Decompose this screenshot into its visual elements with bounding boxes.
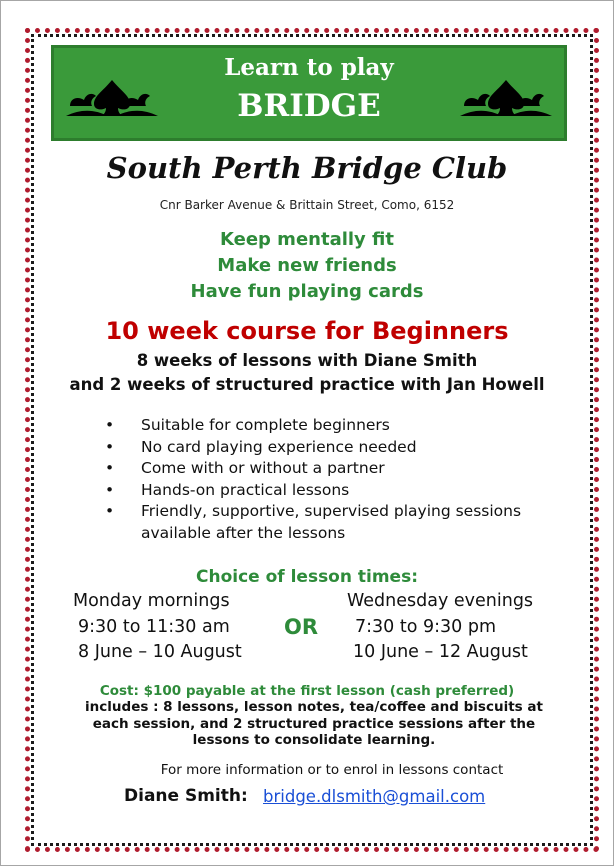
bullet-icon: • xyxy=(105,437,115,456)
bullet-icon: • xyxy=(105,502,115,520)
swan-spade-icon xyxy=(456,76,556,120)
tagline: Keep mentally fit xyxy=(219,229,394,250)
club-name: South Perth Bridge Club xyxy=(106,151,508,185)
bullet-icon: • xyxy=(105,480,115,499)
wednesday-time: 7:30 to 9:30 pm xyxy=(355,617,497,637)
monday-dates: 8 June – 10 August xyxy=(78,642,242,662)
list-item: • Hands-on practical lessons xyxy=(105,480,565,502)
cost-line: Cost: $100 payable at the first lesson (cash preferred) xyxy=(99,683,515,699)
bullet-icon: • xyxy=(105,416,115,434)
club-address: Cnr Barker Avenue & Brittain Street, Como, 6152 xyxy=(159,198,455,212)
course-detail: and 2 weeks of structured practice with Jan Howell xyxy=(69,375,545,394)
monday-time: 9:30 to 11:30 am xyxy=(78,617,230,637)
or-separator: OR xyxy=(284,615,319,639)
contact-name: Diane Smith: xyxy=(124,786,248,806)
banner-subtitle: Learn to play xyxy=(224,54,394,81)
list-item: • No card playing experience needed xyxy=(105,437,565,459)
course-detail: 8 weeks of lessons with Diane Smith xyxy=(136,351,478,370)
contact-intro: For more information or to enrol in lessons contact xyxy=(160,762,504,778)
wednesday-day: Wednesday evenings xyxy=(347,591,534,611)
monday-day: Monday mornings xyxy=(73,591,230,611)
wednesday-dates: 10 June – 12 August xyxy=(353,642,528,662)
course-title: 10 week course for Beginners xyxy=(105,317,509,345)
bullet-icon: • xyxy=(105,459,115,477)
title-banner xyxy=(51,45,567,141)
list-item: • Come with or without a partner xyxy=(105,458,565,480)
tagline: Have fun playing cards xyxy=(190,281,424,302)
banner-title: BRIDGE xyxy=(237,88,381,124)
includes-text: includes : 8 lessons, lesson notes, tea/coffee and biscuits at each session, and 2 structured practice sessions after the lessons to consolidate learning. xyxy=(85,699,543,748)
list-item: • Suitable for complete beginners xyxy=(105,415,565,437)
list-item: • Friendly, supportive, supervised playing sessions available after the lessons xyxy=(105,502,522,542)
contact-email-link[interactable]: bridge.dlsmith@gmail.com xyxy=(263,787,486,806)
times-heading: Choice of lesson times: xyxy=(195,567,418,587)
tagline: Make new friends xyxy=(217,255,397,276)
benefits-list xyxy=(105,415,565,544)
